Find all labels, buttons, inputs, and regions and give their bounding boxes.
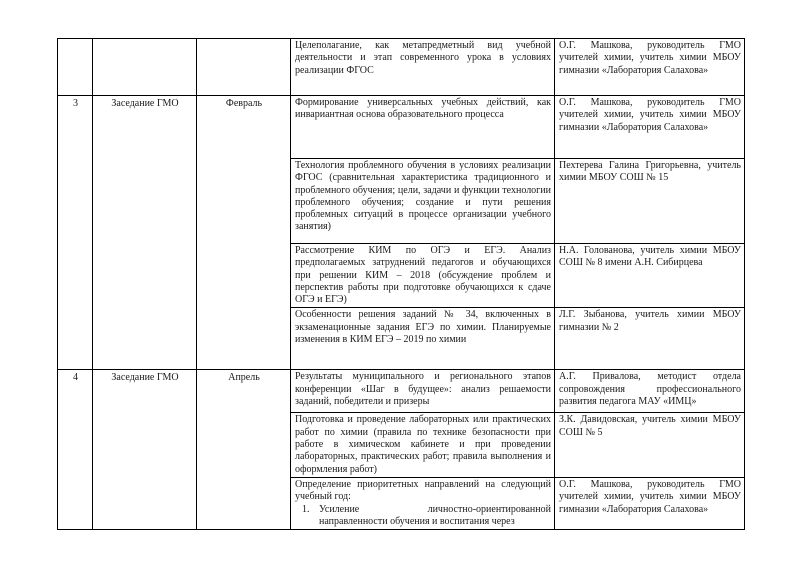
topic-cell: Целеполагание, как метапредметный вид учебной деятельности и этап современного урока в условиях реализации ФГОС	[291, 39, 555, 96]
responsible-cell: А.Г. Привалова, методист отдела сопровождения профессионального развития педагога МАУ «ИМЦ»	[555, 370, 745, 413]
topic-cell	[291, 477, 555, 529]
month-cell: Апрель	[197, 370, 291, 530]
topic-cell: Рассмотрение КИМ по ОГЭ и ЕГЭ. Анализ предполагаемых затруднений педагогов и обучающихся при решении КИМ – 2018 (обсуждение проблем и перспектив работы при подготовке обучающихся к сдаче ОГЭ и ЕГЭ)	[291, 244, 555, 308]
responsible-cell: Н.А. Голованова, учитель химии МБОУ СОШ № 8 имени А.Н. Сибирцева	[555, 244, 745, 308]
list-item-text: Усиление личностно-ориентированной направленности обучения и воспитания через	[319, 503, 551, 527]
responsible-cell: З.К. Давидовская, учитель химии МБОУ СОШ № 5	[555, 413, 745, 477]
event-name-cell: Заседание ГМО	[93, 370, 197, 530]
responsible-cell: Пехтерева Галина Григорьевна, учитель химии МБОУ СОШ № 15	[555, 159, 745, 244]
topic-list-item	[295, 504, 551, 529]
row-number-cell: 4	[58, 370, 93, 530]
topic-cell: Формирование универсальных учебных действий, как инвариантная основа образовательного процесса	[291, 96, 555, 159]
month-cell: Февраль	[197, 96, 291, 370]
row-number-cell: 3	[58, 96, 93, 370]
table-row	[58, 39, 745, 96]
topic-cell: Результаты муниципального и регионального этапов конференции «Шаг в будущее»: анализ решаемости заданий, победители и призеры	[291, 370, 555, 413]
topic-cell: Подготовка и проведение лабораторных или практических работ по химии (правила по технике безопасности при работе в химическом кабинете и при проведении лабораторных, практических работ; правила выполнения и оформления работ)	[291, 413, 555, 477]
responsible-cell: О.Г. Машкова, руководитель ГМО учителей химии, учитель химии МБОУ гимназии «Лаборатория Салахова»	[555, 96, 745, 159]
table-row	[58, 370, 745, 413]
topic-cell: Особенности решения заданий № 34, включенных в экзаменационные задания ЕГЭ по химии. Планируемые изменения в КИМ ЕГЭ – 2019 по химии	[291, 308, 555, 370]
responsible-cell: Л.Г. Зыбанова, учитель химии МБОУ гимназии № 2	[555, 308, 745, 370]
topic-intro-text: Определение приоритетных направлений на следующий учебный год:	[295, 478, 551, 503]
topic-cell: Технология проблемного обучения в условиях реализации ФГОС (сравнительная характеристика традиционного и проблемного обучения; цели, задачи и функции технологии проблемного обучения; создание и пути решения проблемных ситуаций в процессе организации учебного занятия)	[291, 159, 555, 244]
responsible-cell: О.Г. Машкова, руководитель ГМО учителей химии, учитель химии МБОУ гимназии «Лаборатория Салахова»	[555, 477, 745, 529]
row-number-cell	[58, 39, 93, 96]
responsible-cell: О.Г. Машкова, руководитель ГМО учителей химии, учитель химии МБОУ гимназии «Лаборатория Салахова»	[555, 39, 745, 96]
event-name-cell: Заседание ГМО	[93, 96, 197, 370]
table-row	[58, 96, 745, 159]
event-name-cell	[93, 39, 197, 96]
gmo-meeting-plan-table	[57, 38, 745, 530]
list-item-number: 1.	[302, 503, 310, 515]
month-cell	[197, 39, 291, 96]
